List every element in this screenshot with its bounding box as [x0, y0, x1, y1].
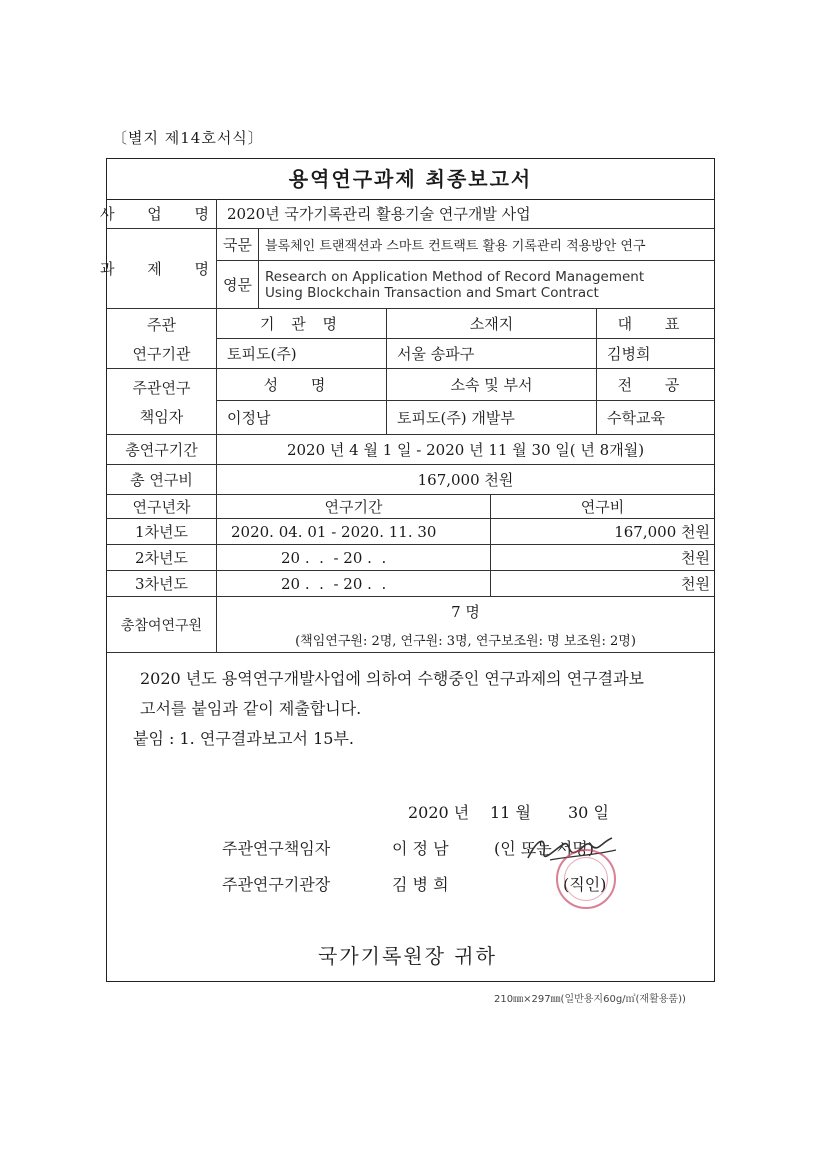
institution-label-line1: 주관 — [147, 315, 176, 334]
participants-label: 총참여연구원 — [107, 597, 217, 653]
business-name-label: 사 업 명 — [107, 199, 217, 229]
official-seal-icon — [556, 849, 616, 909]
signer2-role: 주관연구기관장 — [222, 875, 331, 894]
document-title: 용역연구과제 최종보고서 — [107, 159, 714, 200]
participants-detail: (책임연구원: 2명, 연구원: 3명, 연구보조원: 명 보조원: 2명) — [295, 633, 636, 649]
year-period-header: 연구기간 — [217, 495, 491, 519]
project-en-label: 영문 — [217, 261, 259, 309]
year-row-3-period: 20 . . - 20 . . — [217, 571, 491, 597]
researcher-name-header: 성 명 — [217, 369, 387, 401]
statement-line-2: 고서를 붙임과 같이 제출합니다. — [140, 699, 362, 718]
total-budget-value: 167,000 천원 — [217, 465, 714, 495]
year-cost-header: 연구비 — [491, 495, 714, 519]
project-kr-title: 블록체인 트랜잭션과 스마트 컨트랙트 활용 기록관리 적용방안 연구 — [259, 229, 714, 261]
signer1-name: 이 정 남 — [392, 839, 449, 858]
project-en-line1: Research on Application Method of Record Management — [265, 268, 645, 285]
institution-name: 토피도(주) — [217, 339, 387, 369]
participants-value — [217, 597, 714, 653]
form-number-label: 〔별지 제14호서식〕 — [112, 129, 264, 147]
signer1-seal-text: (인 또는 서명) — [494, 839, 594, 858]
year-row-2-year: 2차년도 — [107, 545, 217, 571]
year-row-1-cost: 167,000 천원 — [491, 519, 714, 545]
institution-label — [107, 309, 217, 369]
year-row-1-period: 2020. 04. 01 - 2020. 11. 30 — [217, 519, 491, 545]
institution-label-line2: 연구기관 — [132, 344, 191, 363]
institution-rep-header: 대 표 — [597, 309, 714, 339]
researcher-label — [107, 369, 217, 435]
researcher-label-line1: 주관연구 — [132, 378, 191, 397]
signer2-name: 김 병 희 — [392, 875, 449, 894]
date-day: 30 일 — [568, 803, 609, 822]
date-year: 2020 년 — [408, 803, 470, 822]
paper-spec-footnote: 210㎜×297㎜(일반용지60g/㎡(재활용품)) — [494, 994, 686, 1005]
institution-rep: 김병희 — [597, 339, 714, 369]
institution-location: 서울 송파구 — [387, 339, 597, 369]
project-name-label: 과 제 명 — [107, 229, 217, 309]
researcher-label-line2: 책임자 — [139, 407, 184, 426]
project-en-line2: Using Blockchain Transaction and Smart Contract — [265, 284, 599, 301]
total-period-label: 총연구기간 — [107, 435, 217, 465]
institution-location-header: 소재지 — [387, 309, 597, 339]
researcher-dept-header: 소속 및 부서 — [387, 369, 597, 401]
researcher-major-header: 전 공 — [597, 369, 714, 401]
institution-name-header: 기 관 명 — [217, 309, 387, 339]
year-row-2-period: 20 . . - 20 . . — [217, 545, 491, 571]
year-row-3-year: 3차년도 — [107, 571, 217, 597]
year-row-2-cost: 천원 — [491, 545, 714, 571]
signer2-seal-text: (직인) — [563, 875, 607, 894]
researcher-name: 이정남 — [217, 401, 387, 435]
statement-line-1: 2020 년도 용역연구개발사업에 의하여 수행중인 연구과제의 연구결과보 — [140, 669, 645, 688]
addressee: 국가기록원장 귀하 — [318, 944, 497, 968]
date-month: 11 월 — [490, 803, 531, 822]
year-row-3-cost: 천원 — [491, 571, 714, 597]
year-header: 연구년차 — [107, 495, 217, 519]
attachment-line: 붙임 : 1. 연구결과보고서 15부. — [133, 729, 355, 748]
year-row-1-year: 1차년도 — [107, 519, 217, 545]
project-kr-label: 국문 — [217, 229, 259, 261]
business-name-value: 2020년 국가기록관리 활용기술 연구개발 사업 — [217, 199, 714, 229]
participants-count: 7 명 — [451, 602, 480, 621]
project-en-title — [259, 261, 714, 309]
total-period-value: 2020 년 4 월 1 일 - 2020 년 11 월 30 일( 년 8개월) — [217, 435, 714, 465]
researcher-major: 수학교육 — [597, 401, 714, 435]
total-budget-label: 총 연구비 — [107, 465, 217, 495]
signer1-role: 주관연구책임자 — [222, 839, 331, 858]
researcher-dept: 토피도(주) 개발부 — [387, 401, 597, 435]
